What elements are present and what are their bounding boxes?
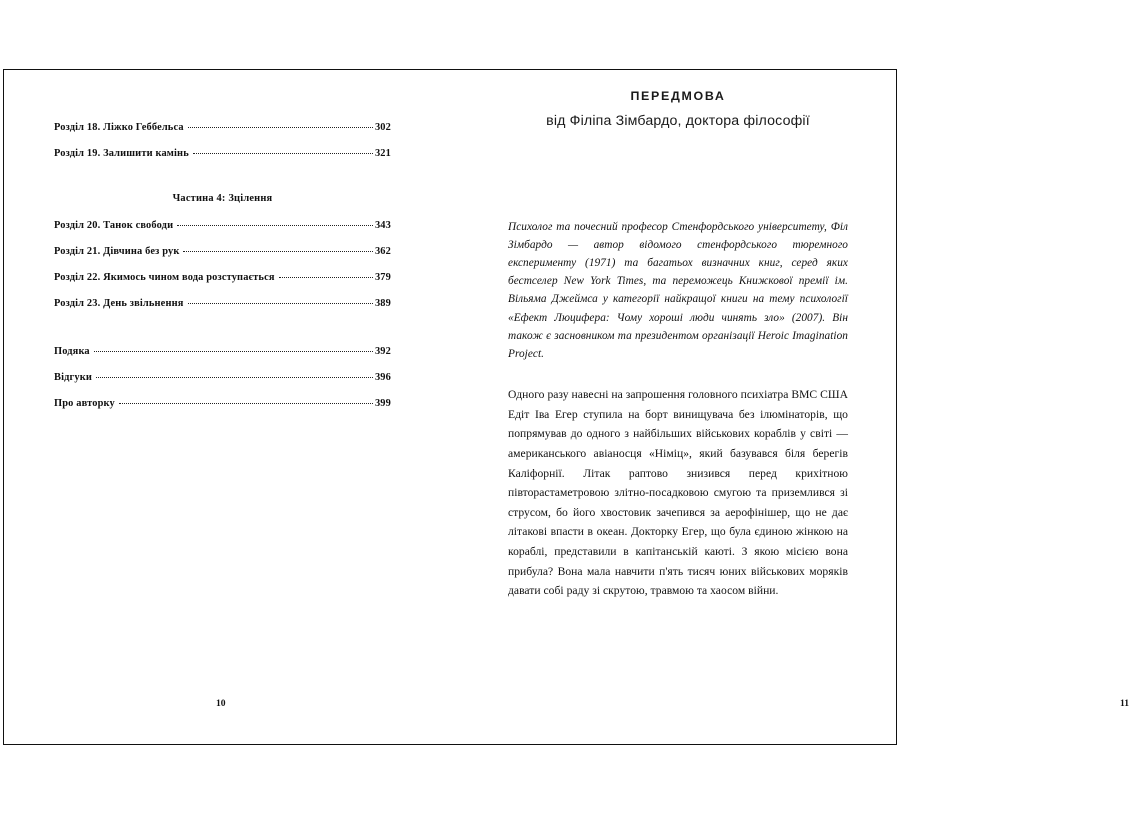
toc-leader-dots [188,118,373,128]
toc-entry-title: Розділ 20. Танок свободи [54,220,174,232]
foreword-kicker: ПЕРЕДМОВА [630,89,726,103]
book-spread [3,69,1129,745]
toc-leader-dots [96,368,373,378]
toc-entry-title: Розділ 18. Ліжко Геббельса [54,122,184,133]
toc-leader-dots [119,394,373,404]
author-bio-paragraph: Психолог та почесний професор Стенфордського університету, Філ Зімбардо — автор відомого стенфордського тюремного експерименту (1971) та багатьох визначних книг, серед яких бестселер New York Times, та переможець Книжкової премії ім. Вільяма Джеймса у категорії найкращої книги на тему психології «Ефект Люцифера: Чому хороші люди чинять зло» (2007). Він також є засновником та президентом організації Heroic Imagination Project. [508,220,848,361]
toc-spacer [54,172,391,194]
toc-entry[interactable] [54,146,391,159]
page-number-left: 10 [216,698,226,710]
toc-entry-title: Про авторку [54,397,115,409]
toc-group-part4 [54,218,391,309]
foreword-body-paragraph: Одного разу навесні на запрошення головного психіатра ВМС США Едіт Іва Егер ступила на борт винищувача без ілюмінаторів, що попрямував до одного з найбільших військових кораблів у світі — американського авіаносця «Німіц», який базувався біля берегів Каліфорнії. Літак раптово знизився перед крихітною півторастаметровою злітно-посадковою смугою та приземлився зі струсом, бо його хвостовик зачепився за аерофінішер, що не дає літакові впасти в океан. Докторку Егер, що була єдиною жінкою на кораблі, представили в капітанській каюті. З якою місією вона прибула? Вона мала навчити п'ять тисяч юних військових моряків давати собі раду зі скрутою, травмою та хаосом війни. [508,388,848,598]
toc-entry-title: Розділ 23. День звільнення [54,297,184,309]
toc-entry[interactable] [54,296,391,309]
toc-entry-page: 389 [374,297,391,309]
toc-leader-dots [279,268,373,278]
table-of-contents [54,120,391,422]
toc-entry[interactable] [54,370,391,383]
toc-entry-title: Розділ 22. Якимось чином вода розступається [54,272,275,284]
toc-entry[interactable] [54,344,391,357]
toc-leader-dots [188,294,373,304]
right-page [450,70,1129,744]
toc-entry-page: 399 [374,397,391,409]
toc-entry[interactable] [54,120,391,133]
foreword [508,90,848,601]
toc-entry[interactable] [54,218,391,231]
toc-entry-page: 392 [374,345,391,357]
toc-entry[interactable] [54,396,391,409]
toc-leader-dots [183,242,372,252]
toc-entry-page: 302 [374,122,391,133]
toc-entry-page: 362 [374,246,391,258]
toc-group-before-part4 [54,120,391,159]
toc-spacer [54,322,391,344]
toc-entry-title: Розділ 21. Дівчина без рук [54,246,180,258]
toc-entry-page: 321 [374,147,391,159]
toc-group-backmatter [54,344,391,409]
toc-entry-page: 379 [374,272,391,284]
foreword-subtitle: від Філіпа Зімбардо, доктора філософії [546,113,810,130]
toc-entry-title: Відгуки [54,371,93,383]
toc-entry-title: Подяка [54,345,90,357]
left-page [4,70,450,744]
toc-entry[interactable] [54,270,391,283]
toc-leader-dots [94,342,373,352]
page-number-right: 11 [1120,698,1129,710]
toc-entry-title: Розділ 19. Залишити камінь [54,147,189,159]
toc-entry-page: 396 [374,371,391,383]
toc-part-heading: Частина 4: Зцілення [172,192,273,204]
toc-entry-page: 343 [374,220,391,232]
toc-leader-dots [177,216,373,226]
toc-entry[interactable] [54,244,391,257]
toc-leader-dots [193,144,373,154]
